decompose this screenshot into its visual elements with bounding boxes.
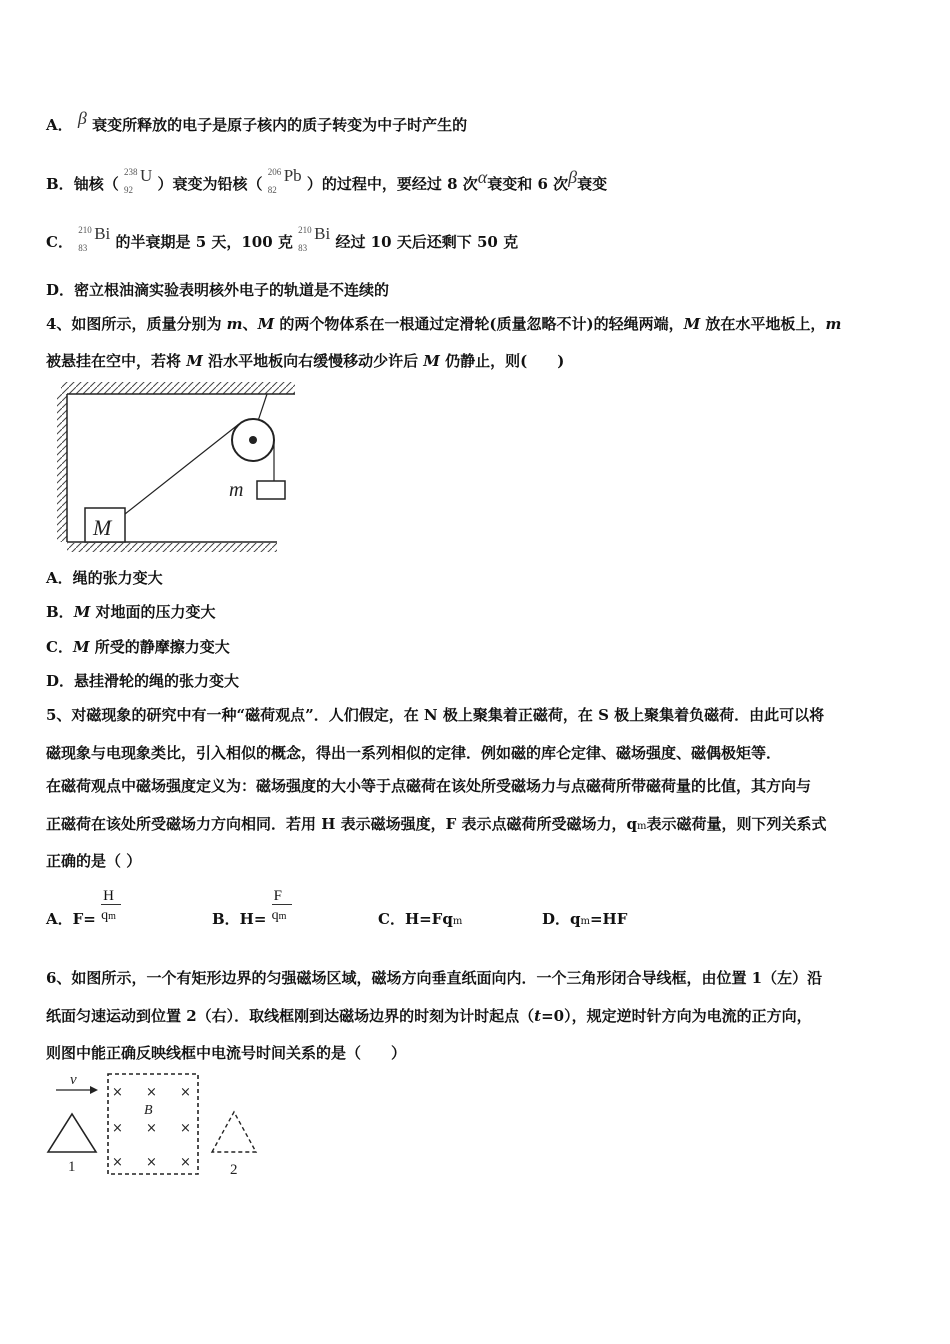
triangle-position-1 [48,1114,96,1152]
stem-text: 、 [242,315,258,333]
beta-symbol: β [77,108,87,128]
option-text: =HF [589,910,628,928]
q5-stem-line2: 磁现象与电现象类比，引入相似的概念，得出一系列相似的定律．例如磁的库仑定律、磁场强度、磁偶极矩等． [46,744,782,762]
var-t: t [534,1007,542,1025]
option-label: C． [46,233,73,251]
stem-text: 表示磁荷量，则下列关系式 [646,815,827,833]
option-text: 的半衰期是 5 天，100 克 [115,233,293,251]
option-label: B． [46,175,74,193]
q5-stem-line3: 在磁荷观点中磁场强度定义为：磁场强度的大小等于点磁荷在该处所受磁场力与点磁荷所带磁荷量的比值，其方向与 [46,777,812,795]
field-B-label: B [144,1103,153,1118]
mass-number: 238 [123,167,138,177]
denominator [272,906,287,927]
var-M: M [423,352,440,370]
label-M: M [93,515,112,540]
floor-hatch [67,543,277,552]
stem-text: 沿水平地板向右缓慢移动少许后 [202,352,424,370]
option-text: 对地面的压力变大 [90,603,216,621]
option-text: 衰变和 6 次 [487,175,569,193]
pulley-axle [249,436,257,444]
q6-stem-line2 [46,1006,812,1026]
var-M: M [72,638,90,656]
q4-stem-line2 [46,351,564,371]
stem-text: =0），规定逆时针方向为电流的正方向， [541,1007,812,1025]
wall-hatch [57,394,67,542]
ceiling-hatch [61,382,295,394]
option-label: C． [46,638,73,656]
q3-option-a [46,108,468,135]
block-m [257,481,285,499]
option-text: 铀核（ [73,175,119,193]
fraction-bar [272,904,292,905]
denominator-q: q [271,908,279,923]
velocity-arrowhead [90,1086,98,1094]
denominator [101,906,116,927]
q5-stem-line4 [46,814,826,837]
option-text: 经过 10 天后还剩下 50 克 [335,233,519,251]
bismuth-isotope [78,224,111,253]
var-M: M [186,352,203,370]
field-cross: × [146,1085,157,1100]
subscript: m [580,916,590,927]
var-m: m [226,315,243,333]
option-label: A． [46,116,73,134]
option-text: ）的过程中，要经过 8 次 [306,175,478,193]
fraction [271,888,294,930]
mass-number: 206 [267,167,282,177]
triangle-position-2 [212,1112,256,1152]
subscript: m [108,911,116,922]
q3-option-b [46,166,608,195]
atomic-number: 82 [267,185,277,195]
position-2-label: 2 [230,1162,238,1178]
option-text: 所受的静摩擦力变大 [89,638,230,656]
var-M: M [73,603,91,621]
mass-number: 210 [298,225,312,235]
option-text: 衰变所释放的电子是原子核内的质子转变为中子时产生的 [92,116,468,134]
q6-stem-line3: 则图中能正确反映线框中电流号时间关系的是（ ） [46,1044,407,1062]
subscript: m [278,911,287,922]
q4-option-d: D．悬挂滑轮的绳的张力变大 [46,672,240,690]
numerator: H [103,888,114,904]
stem-text: 的两个物体系在一根通过定滑轮(质量忽略不计)的轻绳两端， [274,315,684,333]
stem-text: 正磁荷在该处所受磁场力方向相同．若用 H 表示磁场强度，F 表示点磁荷所受磁场力，q [46,815,637,833]
element-symbol: Bi [94,224,111,243]
atomic-number: 83 [298,243,308,253]
stem-text: 4、如图所示，质量分别为 [46,315,227,333]
element-symbol: Bi [314,224,331,243]
option-text: ）衰变为铅核（ [157,175,263,193]
element-symbol: Pb [283,166,302,185]
stem-text: 放在水平地板上， [700,315,826,333]
atomic-number: 92 [123,185,133,195]
field-cross: × [112,1155,123,1170]
subscript: m [636,821,647,832]
q4-option-c [46,637,230,657]
q5-option-a [46,888,123,930]
q5-option-d [542,909,627,932]
field-cross: × [180,1085,191,1100]
q3-option-c [46,224,519,253]
field-cross: × [180,1121,191,1136]
var-M: M [683,315,701,333]
stem-text: 纸面匀速运动到位置 2（右）．取线框刚到达磁场边界的时刻为计时起点（ [46,1007,535,1025]
uranium-isotope [123,166,153,195]
fraction [101,888,123,930]
q4-option-a: A．绳的张力变大 [46,569,163,587]
q4-stem-line1 [46,314,841,334]
q5-stem-line5: 正确的是（ ） [46,852,142,870]
q4-option-b [46,602,216,622]
q5-stem-line1: 5、对磁现象的研究中有一种“磁荷观点”．人们假定，在 N 极上聚集着正磁荷，在 S 极上聚集着负磁荷．由此可以将 [46,706,825,724]
q5-option-c [378,909,462,932]
field-cross: × [112,1085,123,1100]
field-cross: × [112,1121,123,1136]
rope-to-M [125,424,239,514]
fraction-bar [101,904,121,905]
stem-text: 被悬挂在空中，若将 [46,352,187,370]
option-text: D．q [542,910,581,928]
option-label: A．F= [46,910,96,928]
stem-text: 仍静止，则( ) [439,352,565,370]
option-label: B． [46,603,74,621]
alpha-symbol: α [477,167,488,187]
element-symbol: U [139,166,153,185]
subscript: m [452,916,463,927]
q5-option-b [212,888,294,930]
option-text: C．H=Fq [378,910,453,928]
velocity-label: v [70,1072,77,1088]
label-m: m [229,479,244,501]
var-m: m [825,315,842,333]
magnetic-field-figure [42,1068,272,1180]
q3-option-d: D．密立根油滴实验表明核外电子的轨道是不连续的 [46,281,390,299]
q6-stem-line1: 6、如图所示，一个有矩形边界的匀强磁场区域，磁场方向垂直纸面向内．一个三角形闭合导线框，由位置 1（左）沿 [46,969,823,987]
field-cross: × [146,1121,157,1136]
bismuth-isotope [298,224,331,253]
field-cross: × [180,1155,191,1170]
pulley-figure [55,380,295,555]
numerator: F [273,888,282,904]
beta-symbol: β [568,167,578,187]
option-text: 衰变 [577,175,608,193]
option-label: B．H= [212,910,267,928]
lead-isotope [267,166,302,195]
field-cross: × [146,1155,157,1170]
mass-number: 210 [78,225,92,235]
denominator-q: q [101,908,109,923]
atomic-number: 83 [78,243,88,253]
var-M: M [257,315,275,333]
position-1-label: 1 [68,1159,76,1175]
